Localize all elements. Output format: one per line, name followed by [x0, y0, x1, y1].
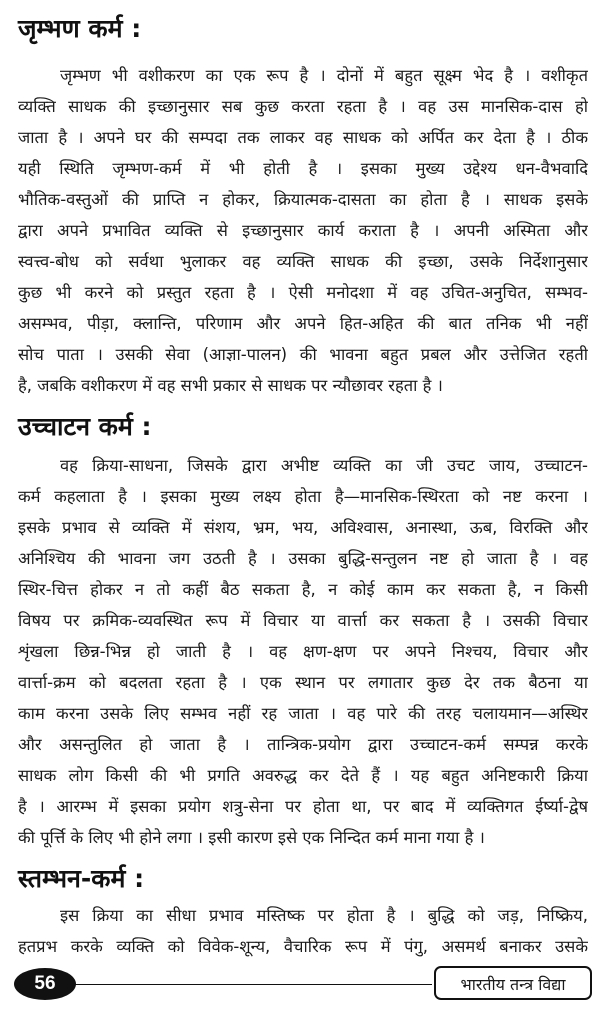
- text-line: स्वत्त्व-बोध को सर्वथा भुलाकर वह व्यक्ति साधक की इच्छा, उसके निर्देशानुसार: [18, 252, 588, 271]
- text-line: जाता है । अपने घर की सम्पदा तक लाकर वह साधक को अर्पित कर देता है । ठीक: [18, 128, 588, 147]
- text-line: साधक लोग किसी की भी प्रगति अवरुद्ध कर देते हैं । यह बहुत अनिष्टकारी क्रिया: [18, 766, 588, 785]
- text-line: वार्त्ता-क्रम को बदलता रहता है । एक स्थान पर लगातार कुछ देर तक बैठना या: [18, 673, 588, 692]
- page-number: 56: [14, 968, 76, 1000]
- section-heading: जृम्भण कर्म :: [18, 14, 142, 43]
- section-heading: उच्चाटन कर्म :: [18, 412, 152, 441]
- page-footer: [14, 966, 592, 1004]
- text-line: स्थिर-चित्त होकर न तो कहीं बैठ सकता है, न कोई काम कर सकता है, न किसी: [18, 580, 588, 599]
- text-line: इसके प्रभाव से व्यक्ति में संशय, भ्रम, भय, अविश्वास, अनास्था, ऊब, विरक्ति और: [18, 518, 588, 537]
- text-line: कुछ भी करने को प्रस्तुत रहता है । ऐसी मनोदशा में वह उचित-अनुचित, सम्भव-: [18, 283, 588, 302]
- text-line: द्वारा अपने प्रभावित व्यक्ति से इच्छानुसार कार्य कराता है । अपनी अस्मिता और: [18, 221, 588, 240]
- text-line: की पूर्त्ति के लिए भी होने लगा । इसी कारण इसे एक निन्दित कर्म माना गया है ।: [18, 828, 485, 847]
- text-line: सोच पाता । उसकी सेवा (आज्ञा-पालन) की भावना बहुत प्रबल और उत्तेजित रहती: [18, 345, 588, 364]
- text-line: शृंखला छिन्न-भिन्न हो जाती है । वह क्षण-क्षण पर अपने निश्चय, विचार और: [18, 642, 588, 661]
- text-line: भौतिक-वस्तुओं की प्राप्ति न होकर, क्रियात्मक-दासता का होता है । साधक इसके: [18, 190, 588, 209]
- text-line: व्यक्ति साधक की इच्छानुसार सब कुछ करता रहता है । वह उस मानसिक-दास हो: [18, 97, 588, 116]
- text-line: और असन्तुलित हो जाता है । तान्त्रिक-प्रयोग द्वारा उच्चाटन-कर्म सम्पन्न करके: [18, 735, 588, 754]
- text-line: विषय पर क्रमिक-व्यवस्थित रूप में विचार या वार्त्ता कर सकता है । उसकी विचार: [18, 611, 588, 630]
- text-line: अनिश्चिय की भावना जग उठती है । उसका बुद्धि-सन्तुलन नष्ट हो जाता है । वह: [18, 549, 588, 568]
- text-line: है । आरम्भ में इसका प्रयोग शत्रु-सेना पर होता था, पर बाद में व्यक्तिगत ईर्ष्या-द्वेष: [18, 797, 588, 816]
- text-line: हतप्रभ करके व्यक्ति को विवेक-शून्य, वैचारिक रूप में पंगु, असमर्थ बनाकर उसके: [18, 937, 588, 956]
- text-line: यही स्थिति जृम्भण-कर्म में भी होती है । इसका मुख्य उद्देश्य धन-वैभवादि: [18, 159, 588, 178]
- text-line: इस क्रिया का सीधा प्रभाव मस्तिष्क पर होता है । बुद्धि को जड़, निष्क्रिय,: [60, 906, 588, 925]
- book-title: भारतीय तन्त्र विद्या: [434, 966, 592, 1000]
- section-heading: स्तम्भन-कर्म :: [18, 864, 145, 893]
- text-line: वह क्रिया-साधना, जिसके द्वारा अभीष्ट व्यक्ति का जी उचट जाय, उच्चाटन-: [60, 456, 588, 475]
- footer-rule: [74, 984, 432, 985]
- text-line: असम्भव, पीड़ा, क्लान्ति, परिणाम और अपने हित-अहित की बात तनिक भी नहीं: [18, 314, 588, 333]
- text-line: जृम्भण भी वशीकरण का एक रूप है । दोनों में बहुत सूक्ष्म भेद है । वशीकृत: [60, 66, 588, 85]
- text-line: है, जबकि वशीकरण में वह सभी प्रकार से साधक पर न्यौछावर रहता है ।: [18, 376, 443, 395]
- text-line: काम करना उसके लिए सम्भव नहीं रह जाता । वह पारे की तरह चलायमान—अस्थिर: [18, 704, 588, 723]
- text-line: कर्म कहलाता है । इसका मुख्य लक्ष्य होता है—मानसिक-स्थिरता को नष्ट करना ।: [18, 487, 588, 506]
